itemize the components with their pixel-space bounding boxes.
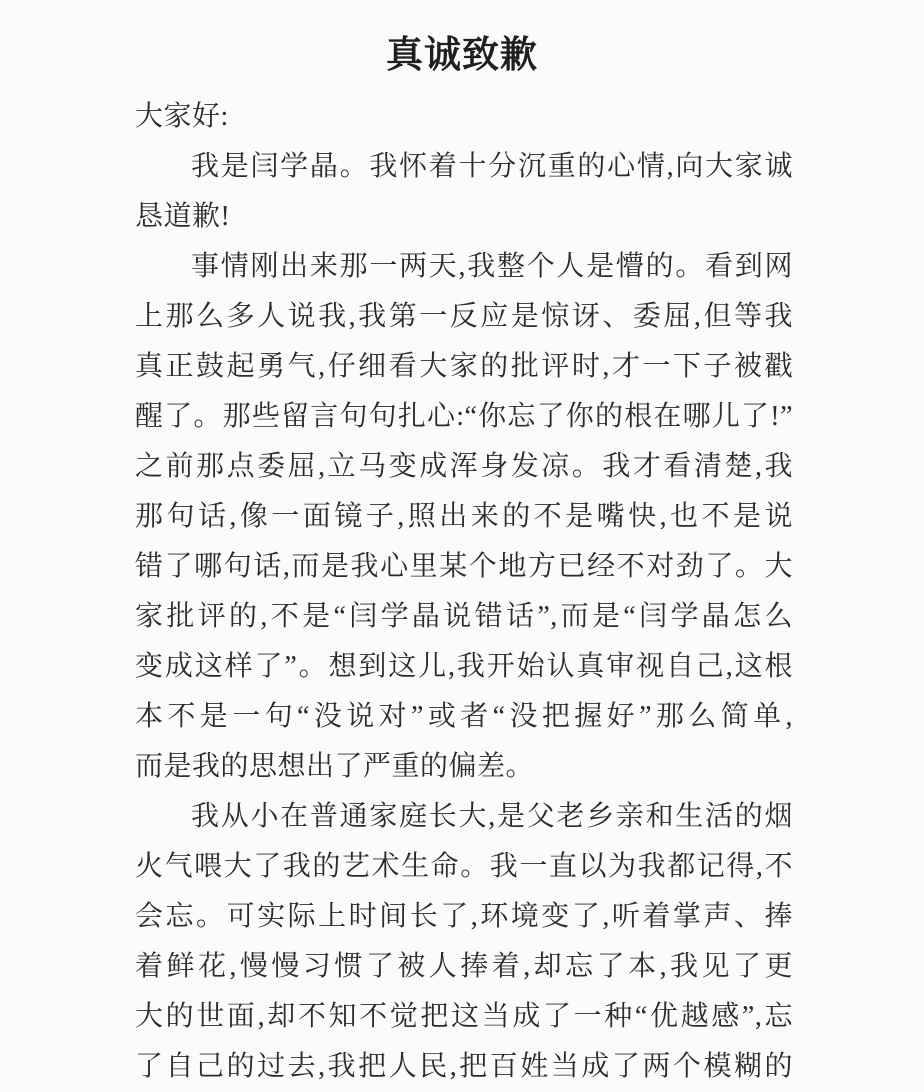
text-line: 错了哪句话,而是我心里某个地方已经不对劲了。大 [135, 551, 793, 582]
text-line: 我从小在普通家庭长大,是父老乡亲和生活的烟 [191, 801, 793, 832]
text-line: 了自己的过去,我把人民,把百姓当成了两个模糊的 [135, 1051, 793, 1082]
text-line: 而是我的思想出了严重的偏差。 [135, 751, 535, 782]
text-line: 那句话,像一面镜子,照出来的不是嘴快,也不是说 [135, 501, 793, 532]
text-line: 火气喂大了我的艺术生命。我一直以为我都记得,不 [135, 851, 793, 882]
text-line: 大家好: [135, 101, 229, 132]
text-line: 醒了。那些留言句句扎心:“你忘了你的根在哪儿了!” [135, 401, 793, 432]
text-line: 本不是一句“没说对”或者“没把握好”那么简单, [135, 701, 793, 732]
text-line: 恳道歉! [135, 201, 231, 232]
text-line: 事情刚出来那一两天,我整个人是懵的。看到网 [191, 251, 793, 282]
text-line: 变成这样了”。想到这儿,我开始认真审视自己,这根 [135, 651, 793, 682]
text-line: 着鲜花,慢慢习惯了被人捧着,却忘了本,我见了更 [135, 951, 793, 982]
text-line: 家批评的,不是“闫学晶说错话”,而是“闫学晶怎么 [135, 601, 793, 632]
letter-body [135, 92, 793, 1092]
text-line: 会忘。可实际上时间长了,环境变了,听着掌声、捧 [135, 901, 793, 932]
text-line: 真正鼓起勇气,仔细看大家的批评时,才一下子被戳 [135, 351, 793, 382]
text-line: 之前那点委屈,立马变成浑身发凉。我才看清楚,我 [135, 451, 793, 482]
text-line: 大的世面,却不知不觉把这当成了一种“优越感”,忘 [135, 1001, 793, 1032]
text-line: 上那么多人说我,我第一反应是惊讶、委屈,但等我 [135, 301, 793, 332]
page-title: 真诚致歉 [386, 35, 538, 76]
text-line: 我是闫学晶。我怀着十分沉重的心情,向大家诚 [191, 151, 793, 182]
